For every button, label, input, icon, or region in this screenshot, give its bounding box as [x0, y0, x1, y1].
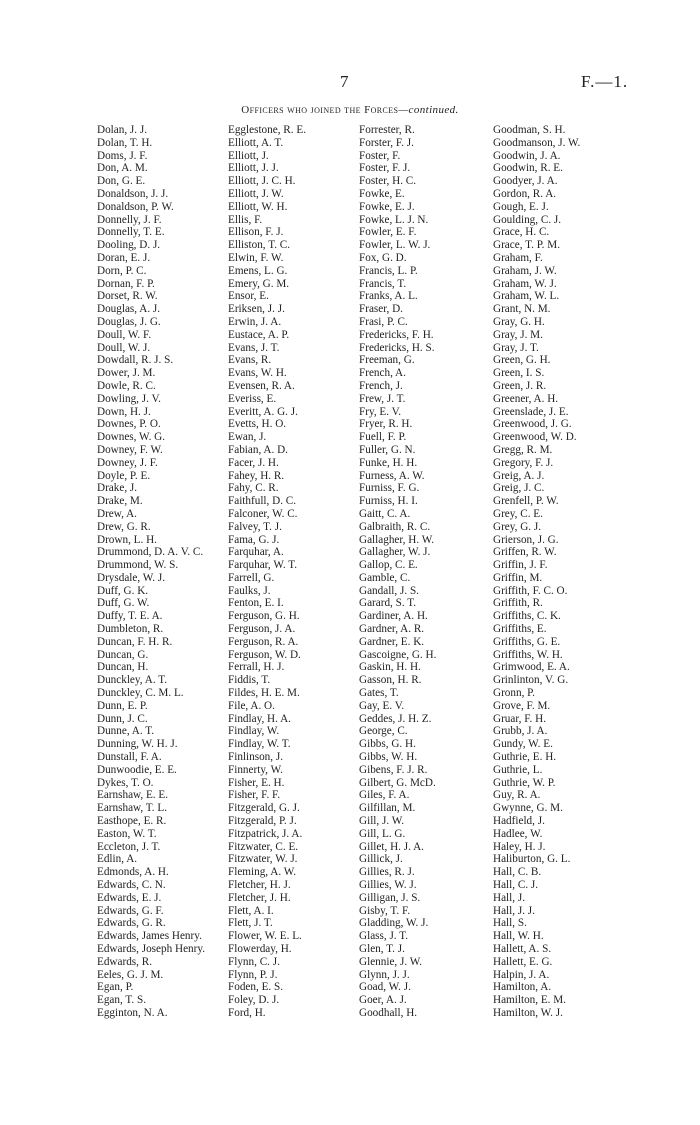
name-entry: Elliott, A. T. — [228, 136, 284, 149]
name-entry: Hallett, A. S. — [493, 943, 552, 955]
name-entry: Frasi, P. C. — [359, 315, 408, 328]
name-entry: Elliott, J. C. H. — [228, 175, 296, 188]
name-entry: Gill, J. W. — [359, 815, 405, 828]
page-caption — [0, 104, 700, 116]
name-entry: Fredericks, H. S. — [359, 341, 435, 354]
name-entry: Dumbleton, R. — [97, 623, 164, 636]
name-entry: Evetts, H. O. — [228, 418, 287, 431]
name-entry: Gaitt, C. A. — [359, 507, 411, 520]
name-list — [0, 124, 700, 1114]
name-entry: Edwards, E. J. — [97, 891, 162, 904]
name-entry: Donaldson, J. J. — [97, 187, 169, 200]
name-entry: Guthrie, L. — [493, 763, 543, 776]
name-entry: Fuell, F. P. — [359, 431, 407, 444]
name-entry: Foster, F. J. — [359, 162, 411, 175]
name-column-1 — [97, 124, 229, 1020]
name-entry: Elliston, T. C. — [228, 239, 291, 252]
name-entry: Gray, G. H. — [493, 315, 545, 328]
name-entry: Goodmanson, J. W. — [493, 136, 581, 149]
name-entry: Goulding, C. J. — [493, 213, 562, 226]
name-entry: Fisher, E. H. — [228, 776, 285, 789]
name-entry: Garard, S. T. — [359, 597, 417, 610]
name-entry: Drummond, D. A. V. C. — [97, 546, 204, 559]
name-entry: Douglas, A. J. — [97, 303, 161, 316]
name-entry: Fahy, C. R. — [228, 482, 279, 495]
name-entry: Gregory, F. J. — [493, 456, 554, 469]
name-entry: Hamilton, A. — [493, 981, 552, 994]
name-entry: Flower, W. E. L. — [228, 930, 302, 943]
name-entry: French, A. — [359, 367, 406, 380]
name-entry: Dolan, J. J. — [97, 124, 148, 136]
name-entry: Fowke, E. — [359, 187, 405, 200]
name-entry: Donnelly, J. F. — [97, 213, 162, 226]
name-entry: Emery, G. M. — [228, 277, 290, 290]
name-entry: Gilligan, J. S. — [359, 891, 421, 904]
name-entry: Fowke, E. J. — [359, 200, 415, 213]
name-entry: Edwards, Joseph Henry. — [97, 943, 206, 955]
name-entry: Grace, H. C. — [493, 226, 550, 239]
name-entry: Duncan, H. — [97, 661, 149, 674]
name-entry: Goodman, S. H. — [493, 124, 566, 136]
name-entry: Egglestone, R. E. — [228, 124, 306, 136]
name-entry: Haliburton, G. L. — [493, 853, 571, 866]
name-entry: Finlinson, J. — [228, 751, 284, 764]
name-entry: Gallagher, W. J. — [359, 546, 431, 559]
name-entry: Francis, T. — [359, 277, 407, 290]
name-entry: Edwards, R. — [97, 955, 152, 968]
name-entry: Goodwin, J. A. — [493, 149, 561, 162]
caption-title: Officers who joined the Forces — [241, 104, 399, 116]
name-entry: Fildes, H. E. M. — [228, 687, 300, 700]
name-entry: Farrell, G. — [228, 571, 275, 584]
name-entry: Elliott, J. — [228, 149, 269, 162]
name-entry: Gardner, A. R. — [359, 623, 425, 636]
name-entry: Gates, T. — [359, 687, 399, 700]
name-entry: Fitzgerald, G. J. — [228, 802, 300, 815]
name-entry: Duffy, T. E. A. — [97, 610, 163, 623]
name-entry: Dorset, R. W. — [97, 290, 158, 303]
name-entry: Furness, A. W. — [359, 469, 425, 482]
name-entry: Gundy, W. E. — [493, 738, 553, 751]
name-entry: Edwards, C. N. — [97, 879, 166, 892]
name-entry: Grenfell, P. W. — [493, 495, 559, 508]
name-entry: Evans, J. T. — [228, 341, 280, 354]
name-entry: Greig, A. J. — [493, 469, 545, 482]
name-entry: Fitzgerald, P. J. — [228, 815, 297, 828]
name-entry: Gardner, E. K. — [359, 635, 425, 648]
name-entry: Griffiths, G. E. — [493, 635, 561, 648]
name-entry: Duff, G. W. — [97, 597, 150, 610]
name-entry: File, A. O. — [228, 699, 275, 712]
name-entry: Everiss, E. — [228, 392, 277, 405]
name-entry: Dolan, T. H. — [97, 136, 153, 149]
name-entry: Greener, A. H. — [493, 392, 559, 405]
name-entry: Fraser, D. — [359, 303, 403, 316]
name-entry: Drown, L. H. — [97, 533, 157, 546]
name-entry: Grimwood, E. A. — [493, 661, 570, 674]
name-entry: Gregg, R. M. — [493, 443, 553, 456]
name-entry: Graham, J. W. — [493, 264, 557, 277]
name-entry: Downes, W. G. — [97, 431, 166, 444]
name-entry: Fowler, E. F. — [359, 226, 417, 239]
name-entry: Fuller, G. N. — [359, 443, 416, 456]
name-entry: Edlin, A. — [97, 853, 138, 866]
name-entry: Fleming, A. W. — [228, 866, 297, 879]
name-entry: Dunn, J. C. — [97, 712, 148, 725]
name-entry: Fenton, E. I. — [228, 597, 284, 610]
name-entry: Flynn, P. J. — [228, 968, 278, 981]
name-entry: Falvey, T. J. — [228, 520, 282, 533]
name-entry: Glass, J. T. — [359, 930, 408, 943]
name-entry: Gruar, F. H. — [493, 712, 547, 725]
name-entry: Griffiths, C. K. — [493, 610, 561, 623]
name-entry: Farquhar, W. T. — [228, 559, 298, 572]
name-entry: Ferrall, H. J. — [228, 661, 285, 674]
name-entry: Dunne, A. T. — [97, 725, 155, 738]
name-entry: George, C. — [359, 725, 408, 738]
name-entry: Findlay, W. T. — [228, 738, 291, 751]
name-entry: Griffiths, E. — [493, 623, 547, 636]
name-entry: Foster, H. C. — [359, 175, 417, 188]
name-entry: Ellison, F. J. — [228, 226, 284, 239]
name-column-2 — [228, 124, 360, 1020]
name-entry: Hadlee, W. — [493, 827, 543, 840]
name-entry: Frew, J. T. — [359, 392, 406, 405]
name-entry: Foley, D. J. — [228, 994, 280, 1007]
name-entry: Gillet, H. J. A. — [359, 840, 424, 853]
name-entry: Dunwoodie, E. E. — [97, 763, 177, 776]
name-entry: Goodwin, R. E. — [493, 162, 563, 175]
name-entry: Grant, N. M. — [493, 303, 551, 316]
name-entry: Doran, E. J. — [97, 251, 151, 264]
name-entry: Gillies, R. J. — [359, 866, 415, 879]
name-entry: Evensen, R. A. — [228, 379, 295, 392]
name-entry: Edmonds, A. H. — [97, 866, 169, 879]
name-entry: Gilfillan, M. — [359, 802, 416, 815]
name-entry: Grey, C. E. — [493, 507, 543, 520]
name-column-3 — [359, 124, 491, 1020]
name-entry: Gilbert, G. McD. — [359, 776, 436, 789]
name-entry: Foden, E. S. — [228, 981, 284, 994]
name-entry: Dunckley, A. T. — [97, 674, 168, 687]
name-entry: Fletcher, J. H. — [228, 891, 291, 904]
name-entry: Grey, G. J. — [493, 520, 542, 533]
name-entry: Donnelly, T. E. — [97, 226, 165, 239]
name-entry: Egan, T. S. — [97, 994, 146, 1007]
name-entry: Fryer, R. H. — [359, 418, 413, 431]
name-entry: Graham, F. — [493, 251, 543, 264]
name-entry: Glynn, J. J. — [359, 968, 410, 981]
name-entry: Eriksen, J. J. — [228, 303, 285, 316]
name-entry: Easton, W. T. — [97, 827, 157, 840]
name-entry: Drake, M. — [97, 495, 143, 508]
name-entry: Faulks, J. — [228, 584, 271, 597]
name-entry: Gillick, J. — [359, 853, 403, 866]
name-entry: Edwards, G. R. — [97, 917, 166, 930]
name-entry: Down, H. J. — [97, 405, 151, 418]
name-entry: Fama, G. J. — [228, 533, 280, 546]
name-entry: Graham, W. L. — [493, 290, 560, 303]
name-entry: Giles, F. A. — [359, 789, 410, 802]
name-entry: Everitt, A. G. J. — [228, 405, 298, 418]
name-entry: Dowling, J. V. — [97, 392, 161, 405]
name-entry: Dunn, E. P. — [97, 699, 148, 712]
name-entry: Fredericks, F. H. — [359, 328, 434, 341]
name-entry: Gaskin, H. H. — [359, 661, 421, 674]
name-entry: Griffin, J. F. — [493, 559, 548, 572]
name-entry: Drummond, W. S. — [97, 559, 179, 572]
name-entry: Gamble, C. — [359, 571, 411, 584]
name-entry: Fabian, A. D. — [228, 443, 288, 456]
name-entry: Fahey, H. R. — [228, 469, 285, 482]
name-entry: Gillies, W. J. — [359, 879, 417, 892]
name-entry: Furniss, F. G. — [359, 482, 420, 495]
name-entry: Geddes, J. H. Z. — [359, 712, 432, 725]
name-entry: Downes, P. O. — [97, 418, 161, 431]
name-entry: Griffith, F. C. O. — [493, 584, 568, 597]
name-entry: Duncan, F. H. R. — [97, 635, 173, 648]
name-entry: Elwin, F. W. — [228, 251, 284, 264]
name-entry: Gisby, T. F. — [359, 904, 411, 917]
name-entry: Grierson, J. G. — [493, 533, 559, 546]
name-entry: Gray, J. M. — [493, 328, 543, 341]
name-entry: Gallop, C. E. — [359, 559, 418, 572]
name-entry: Erwin, J. A. — [228, 315, 282, 328]
name-entry: Gwynne, G. M. — [493, 802, 563, 815]
name-entry: Gasson, H. R. — [359, 674, 422, 687]
name-entry: Faithfull, D. C. — [228, 495, 297, 508]
name-entry: Findlay, W. — [228, 725, 280, 738]
name-entry: Gordon, R. A. — [493, 187, 557, 200]
name-entry: Fitzwater, C. E. — [228, 840, 299, 853]
name-entry: Goad, W. J. — [359, 981, 411, 994]
name-entry: Donaldson, P. W. — [97, 200, 174, 213]
name-entry: Dowle, R. C. — [97, 379, 156, 392]
name-entry: Elliott, J. J. — [228, 162, 279, 175]
name-entry: Green, G. H. — [493, 354, 551, 367]
name-entry: Ferguson, J. A. — [228, 623, 296, 636]
name-entry: Gandall, J. S. — [359, 584, 419, 597]
name-entry: Greenwood, J. G. — [493, 418, 572, 431]
name-entry: Finnerty, W. — [228, 763, 283, 776]
name-entry: Falconer, W. C. — [228, 507, 298, 520]
name-entry: Dorn, P. C. — [97, 264, 147, 277]
name-entry: Egan, P. — [97, 981, 134, 994]
name-entry: Gardiner, A. H. — [359, 610, 428, 623]
name-entry: Flett, J. T. — [228, 917, 273, 930]
name-entry: Gibbs, W. H. — [359, 751, 418, 764]
name-entry: Funke, H. H. — [359, 456, 418, 469]
name-entry: Gallagher, H. W. — [359, 533, 435, 546]
name-entry: Evans, R. — [228, 354, 272, 367]
name-entry: Forster, F. J. — [359, 136, 414, 149]
name-entry: Goer, A. J. — [359, 994, 407, 1007]
name-entry: Dower, J. M. — [97, 367, 156, 380]
name-entry: Fry, E. V. — [359, 405, 402, 418]
page-number: 7 — [340, 72, 349, 91]
name-entry: Gay, E. V. — [359, 699, 405, 712]
name-entry: Flowerday, H. — [228, 943, 292, 955]
name-entry: Gibens, F. J. R. — [359, 763, 428, 776]
name-entry: Fisher, F. F. — [228, 789, 281, 802]
name-entry: Ewan, J. — [228, 431, 267, 444]
name-entry: Fox, G. D. — [359, 251, 407, 264]
name-entry: Eeles, G. J. M. — [97, 968, 164, 981]
name-entry: Dooling, D. J. — [97, 239, 161, 252]
name-entry: Earnshaw, E. E. — [97, 789, 169, 802]
name-entry: Hall, J. J. — [493, 904, 535, 917]
name-entry: Green, I. S. — [493, 367, 545, 380]
name-entry: Griffin, M. — [493, 571, 543, 584]
name-entry: Grace, T. P. M. — [493, 239, 561, 252]
document-code: F.—1. — [581, 72, 629, 91]
name-entry: Egginton, N. A. — [97, 1006, 168, 1019]
name-entry: Fletcher, H. J. — [228, 879, 291, 892]
name-entry: Forrester, R. — [359, 124, 415, 136]
name-entry: Eccleton, J. T. — [97, 840, 161, 853]
name-entry: Gough, E. J. — [493, 200, 549, 213]
name-entry: Eustace, A. P. — [228, 328, 290, 341]
name-entry: Greenslade, J. E. — [493, 405, 569, 418]
name-entry: Furniss, H. I. — [359, 495, 418, 508]
name-entry: Greenwood, W. D. — [493, 431, 577, 444]
name-entry: Dornan, F. P. — [97, 277, 155, 290]
name-entry: Doyle, P. E. — [97, 469, 151, 482]
name-entry: Griffiths, W. H. — [493, 648, 563, 661]
name-entry: Francis, L. P. — [359, 264, 418, 277]
name-entry: Dykes, T. O. — [97, 776, 154, 789]
name-entry: Flett, A. I. — [228, 904, 274, 917]
name-entry: Greig, J. C. — [493, 482, 545, 495]
name-entry: Emens, L. G. — [228, 264, 288, 277]
name-entry: Gibbs, G. H. — [359, 738, 416, 751]
name-entry: Hallett, E. G. — [493, 955, 553, 968]
name-entry: Gladding, W. J. — [359, 917, 429, 930]
name-entry: Drysdale, W. J. — [97, 571, 166, 584]
name-entry: Griffen, R. W. — [493, 546, 557, 559]
name-entry: Duncan, G. — [97, 648, 149, 661]
name-entry: Glen, T. J. — [359, 943, 405, 955]
name-entry: Graham, W. J. — [493, 277, 557, 290]
name-entry: Hamilton, W. J. — [493, 1006, 563, 1019]
name-entry: Hall, C. J. — [493, 879, 539, 892]
name-entry: Goodhall, H. — [359, 1006, 418, 1019]
name-entry: Hamilton, E. M. — [493, 994, 567, 1007]
name-entry: Franks, A. L. — [359, 290, 418, 303]
name-entry: Griffith, R. — [493, 597, 543, 610]
name-entry: Guy, R. A. — [493, 789, 541, 802]
name-entry: Evans, W. H. — [228, 367, 287, 380]
name-entry: Earnshaw, T. L. — [97, 802, 168, 815]
name-entry: Ferguson, R. A. — [228, 635, 299, 648]
name-entry: Don, G. E. — [97, 175, 146, 188]
name-entry: Freeman, G. — [359, 354, 415, 367]
name-entry: Downey, F. W. — [97, 443, 163, 456]
name-entry: Drew, G. R. — [97, 520, 151, 533]
name-entry: Dunckley, C. M. L. — [97, 687, 184, 700]
name-entry: Halpin, J. A. — [493, 968, 550, 981]
name-entry: Flynn, C. J. — [228, 955, 280, 968]
name-entry: Douglas, J. G. — [97, 315, 161, 328]
name-entry: Elliott, W. H. — [228, 200, 288, 213]
name-entry: Gronn, P. — [493, 687, 535, 700]
name-entry: Drake, J. — [97, 482, 138, 495]
name-entry: Haley, H. J. — [493, 840, 546, 853]
name-entry: French, J. — [359, 379, 403, 392]
name-entry: Dowdall, R. J. S. — [97, 354, 174, 367]
name-entry: Fowler, L. W. J. — [359, 239, 431, 252]
name-entry: Gascoigne, G. H. — [359, 648, 437, 661]
name-entry: Goodyer, J. A. — [493, 175, 558, 188]
name-entry: Hadfield, J. — [493, 815, 545, 828]
name-entry: Don, A. M. — [97, 162, 148, 175]
name-entry: Ellis, F. — [228, 213, 263, 226]
name-entry: Doms, J. F. — [97, 149, 148, 162]
name-entry: Grinlinton, V. G. — [493, 674, 569, 687]
caption-continued: —continued. — [398, 104, 459, 116]
name-entry: Hall, S. — [493, 917, 527, 930]
name-entry: Grove, F. M. — [493, 699, 551, 712]
name-entry: Green, J. R. — [493, 379, 547, 392]
name-entry: Ford, H. — [228, 1006, 266, 1019]
name-entry: Doull, W. F. — [97, 328, 152, 341]
name-entry: Ferguson, W. D. — [228, 648, 301, 661]
name-entry: Glennie, J. W. — [359, 955, 423, 968]
name-entry: Drew, A. — [97, 507, 137, 520]
name-entry: Grubb, J. A. — [493, 725, 548, 738]
name-entry: Fitzpatrick, J. A. — [228, 827, 303, 840]
name-entry: Fowke, L. J. N. — [359, 213, 429, 226]
name-entry: Easthope, E. R. — [97, 815, 167, 828]
name-entry: Guthrie, E. H. — [493, 751, 557, 764]
name-entry: Foster, F. — [359, 149, 401, 162]
name-entry: Farquhar, A. — [228, 546, 284, 559]
name-entry: Edwards, G. F. — [97, 904, 164, 917]
name-entry: Findlay, H. A. — [228, 712, 291, 725]
name-entry: Downey, J. F. — [97, 456, 158, 469]
name-entry: Hall, C. B. — [493, 866, 542, 879]
name-entry: Ferguson, G. H. — [228, 610, 300, 623]
name-entry: Guthrie, W. P. — [493, 776, 556, 789]
name-entry: Dunstall, F. A. — [97, 751, 162, 764]
name-entry: Fitzwater, W. J. — [228, 853, 298, 866]
name-entry: Galbraith, R. C. — [359, 520, 431, 533]
name-entry: Fiddis, T. — [228, 674, 271, 687]
name-entry: Ensor, E. — [228, 290, 269, 303]
name-entry: Elliott, J. W. — [228, 187, 284, 200]
name-column-4 — [493, 124, 625, 1020]
name-entry: Gray, J. T. — [493, 341, 539, 354]
name-entry: Facer, J. H. — [228, 456, 279, 469]
name-entry: Gill, L. G. — [359, 827, 406, 840]
name-entry: Doull, W. J. — [97, 341, 151, 354]
name-entry: Hall, J. — [493, 891, 526, 904]
name-entry: Edwards, James Henry. — [97, 930, 202, 943]
name-entry: Duff, G. K. — [97, 584, 149, 597]
name-entry: Hall, W. H. — [493, 930, 544, 943]
name-entry: Dunning, W. H. J. — [97, 738, 178, 751]
